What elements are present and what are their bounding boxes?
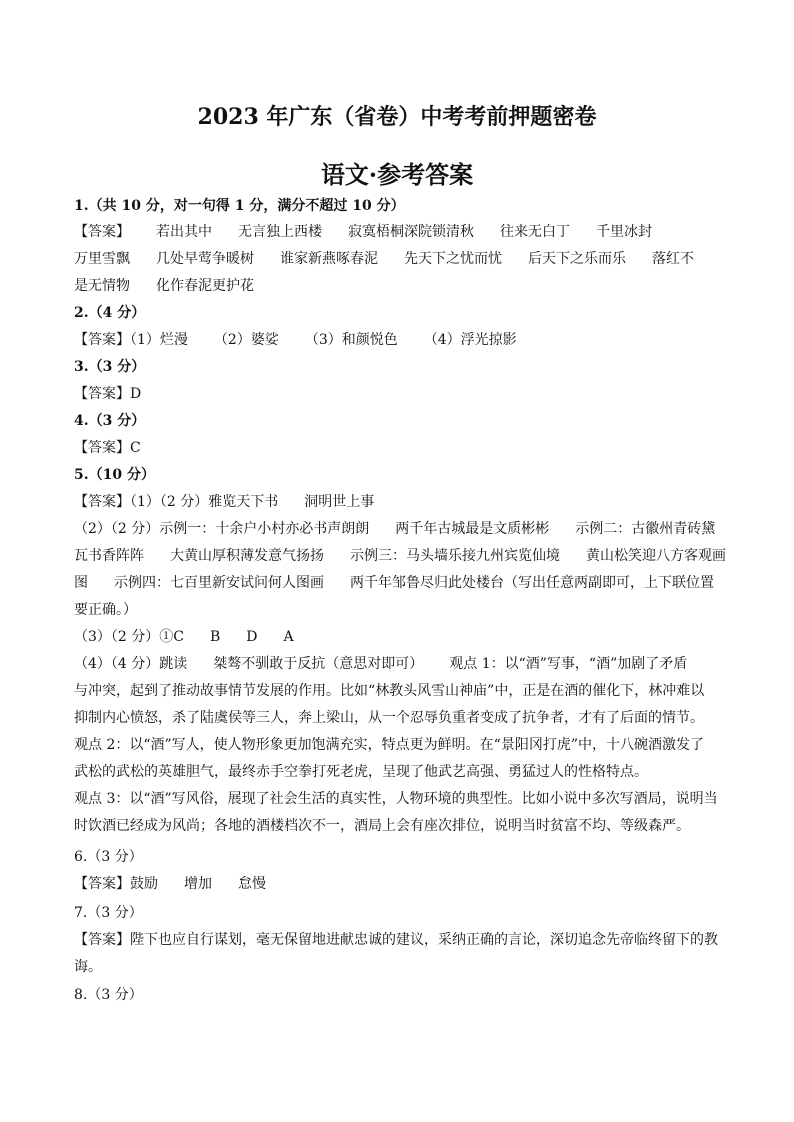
q5-answer-part-4-line-3: 抑制内心愤怒，杀了陆虞侯等三人，奔上梁山，从一个忍辱负重者变成了抗争者，才有了后面的情节。: [74, 710, 704, 726]
q3-heading: 3.（3 分）: [74, 359, 146, 375]
q2-heading: 2.（4 分）: [74, 305, 146, 321]
q4-answer: 【答案】C: [74, 440, 141, 456]
q1-answer-line-2: 万里雪飘 几处早莺争暖树 谁家新燕啄春泥 先天下之忧而忧 后天下之乐而乐 落红不: [74, 251, 694, 267]
q5-viewpoint-2-line-1: 观点 2：以“酒”写人，使人物形象更加饱满充实，特点更为鲜明。在“景阳冈打虎”中，十八碗酒激发了: [74, 737, 704, 753]
q5-answer-part-3: （3）（2 分）①C B D A: [74, 629, 294, 645]
q2-answer: 【答案】（1）烂漫 （2）婆娑 （3）和颜悦色 （4）浮光掠影: [74, 332, 517, 348]
q5-viewpoint-3-line-1: 观点 3：以“酒”写风俗，展现了社会生活的真实性，人物环境的典型性。比如小说中多次写酒局，说明当: [74, 791, 718, 807]
q5-answer-part-2-line-2: 瓦书香阵阵 大黄山厚积薄发意气扬扬 示例三：马头墙乐接九州宾览仙境 黄山松笑迎八方客观画: [74, 548, 726, 564]
q5-answer-part-4-line-1: （4）（4 分）跳读 桀骜不驯敢于反抗（意思对即可） 观点 1：以“酒”写事，“酒”加剧了矛盾: [74, 656, 688, 672]
q7-answer-line-1: 【答案】陛下也应自行谋划，毫无保留地进献忠诚的建议，采纳正确的言论，深切追念先帝临终留下的教: [74, 932, 718, 948]
q5-answer-part-4-line-2: 与冲突，起到了推动故事情节发展的作用。比如“林教头风雪山神庙”中，正是在酒的催化下，林冲难以: [74, 683, 705, 699]
q6-answer: 【答案】鼓励 增加 怠慢: [74, 876, 266, 892]
q4-heading: 4.（3 分）: [74, 413, 146, 429]
q7-answer-line-2: 诲。: [74, 959, 102, 975]
q8-heading: 8.（3 分）: [74, 987, 143, 1003]
q1-answer-line-3: 是无情物 化作春泥更护花: [74, 278, 254, 294]
q5-viewpoint-2-line-2: 武松的武松的英雄胆气，最终赤手空拳打死老虎，呈现了他武艺高强、勇猛过人的性格特点。: [74, 764, 648, 780]
q5-answer-part-2-line-1: （2）（2 分）示例一：十余户小村亦必书声朗朗 两千年古城最是文质彬彬 示例二：古徽州青砖黛: [74, 521, 716, 537]
q5-answer-part-2-line-3: 图 示例四：七百里新安试问何人图画 两千年邹鲁尽归此处楼台（写出任意两副即可，上下联位置: [74, 575, 714, 591]
q5-answer-part-2-line-4: 要正确。）: [74, 602, 137, 618]
q5-heading: 5.（10 分）: [74, 467, 155, 483]
q6-heading: 6.（3 分）: [74, 849, 143, 865]
document-subtitle: 语文·参考答案: [320, 160, 474, 189]
q1-answer-line-1: 【答案】 若出其中 无言独上西楼 寂寞梧桐深院锁清秋 往来无白丁 千里冰封: [74, 224, 652, 240]
q5-viewpoint-3-line-2: 时饮酒已经成为风尚；各地的酒楼档次不一，酒局上会有座次排位，说明当时贫富不均、等级森严。: [74, 818, 690, 834]
q1-heading: 1.（共 10 分，对一句得 1 分，满分不超过 10 分）: [74, 198, 405, 214]
q7-heading: 7.（3 分）: [74, 905, 143, 921]
q3-answer: 【答案】D: [74, 386, 142, 402]
document-title: 2023 年广东（省卷）中考考前押题密卷: [197, 104, 597, 130]
q5-answer-part-1: 【答案】（1）（2 分）雅览天下书 洞明世上事: [74, 494, 375, 510]
